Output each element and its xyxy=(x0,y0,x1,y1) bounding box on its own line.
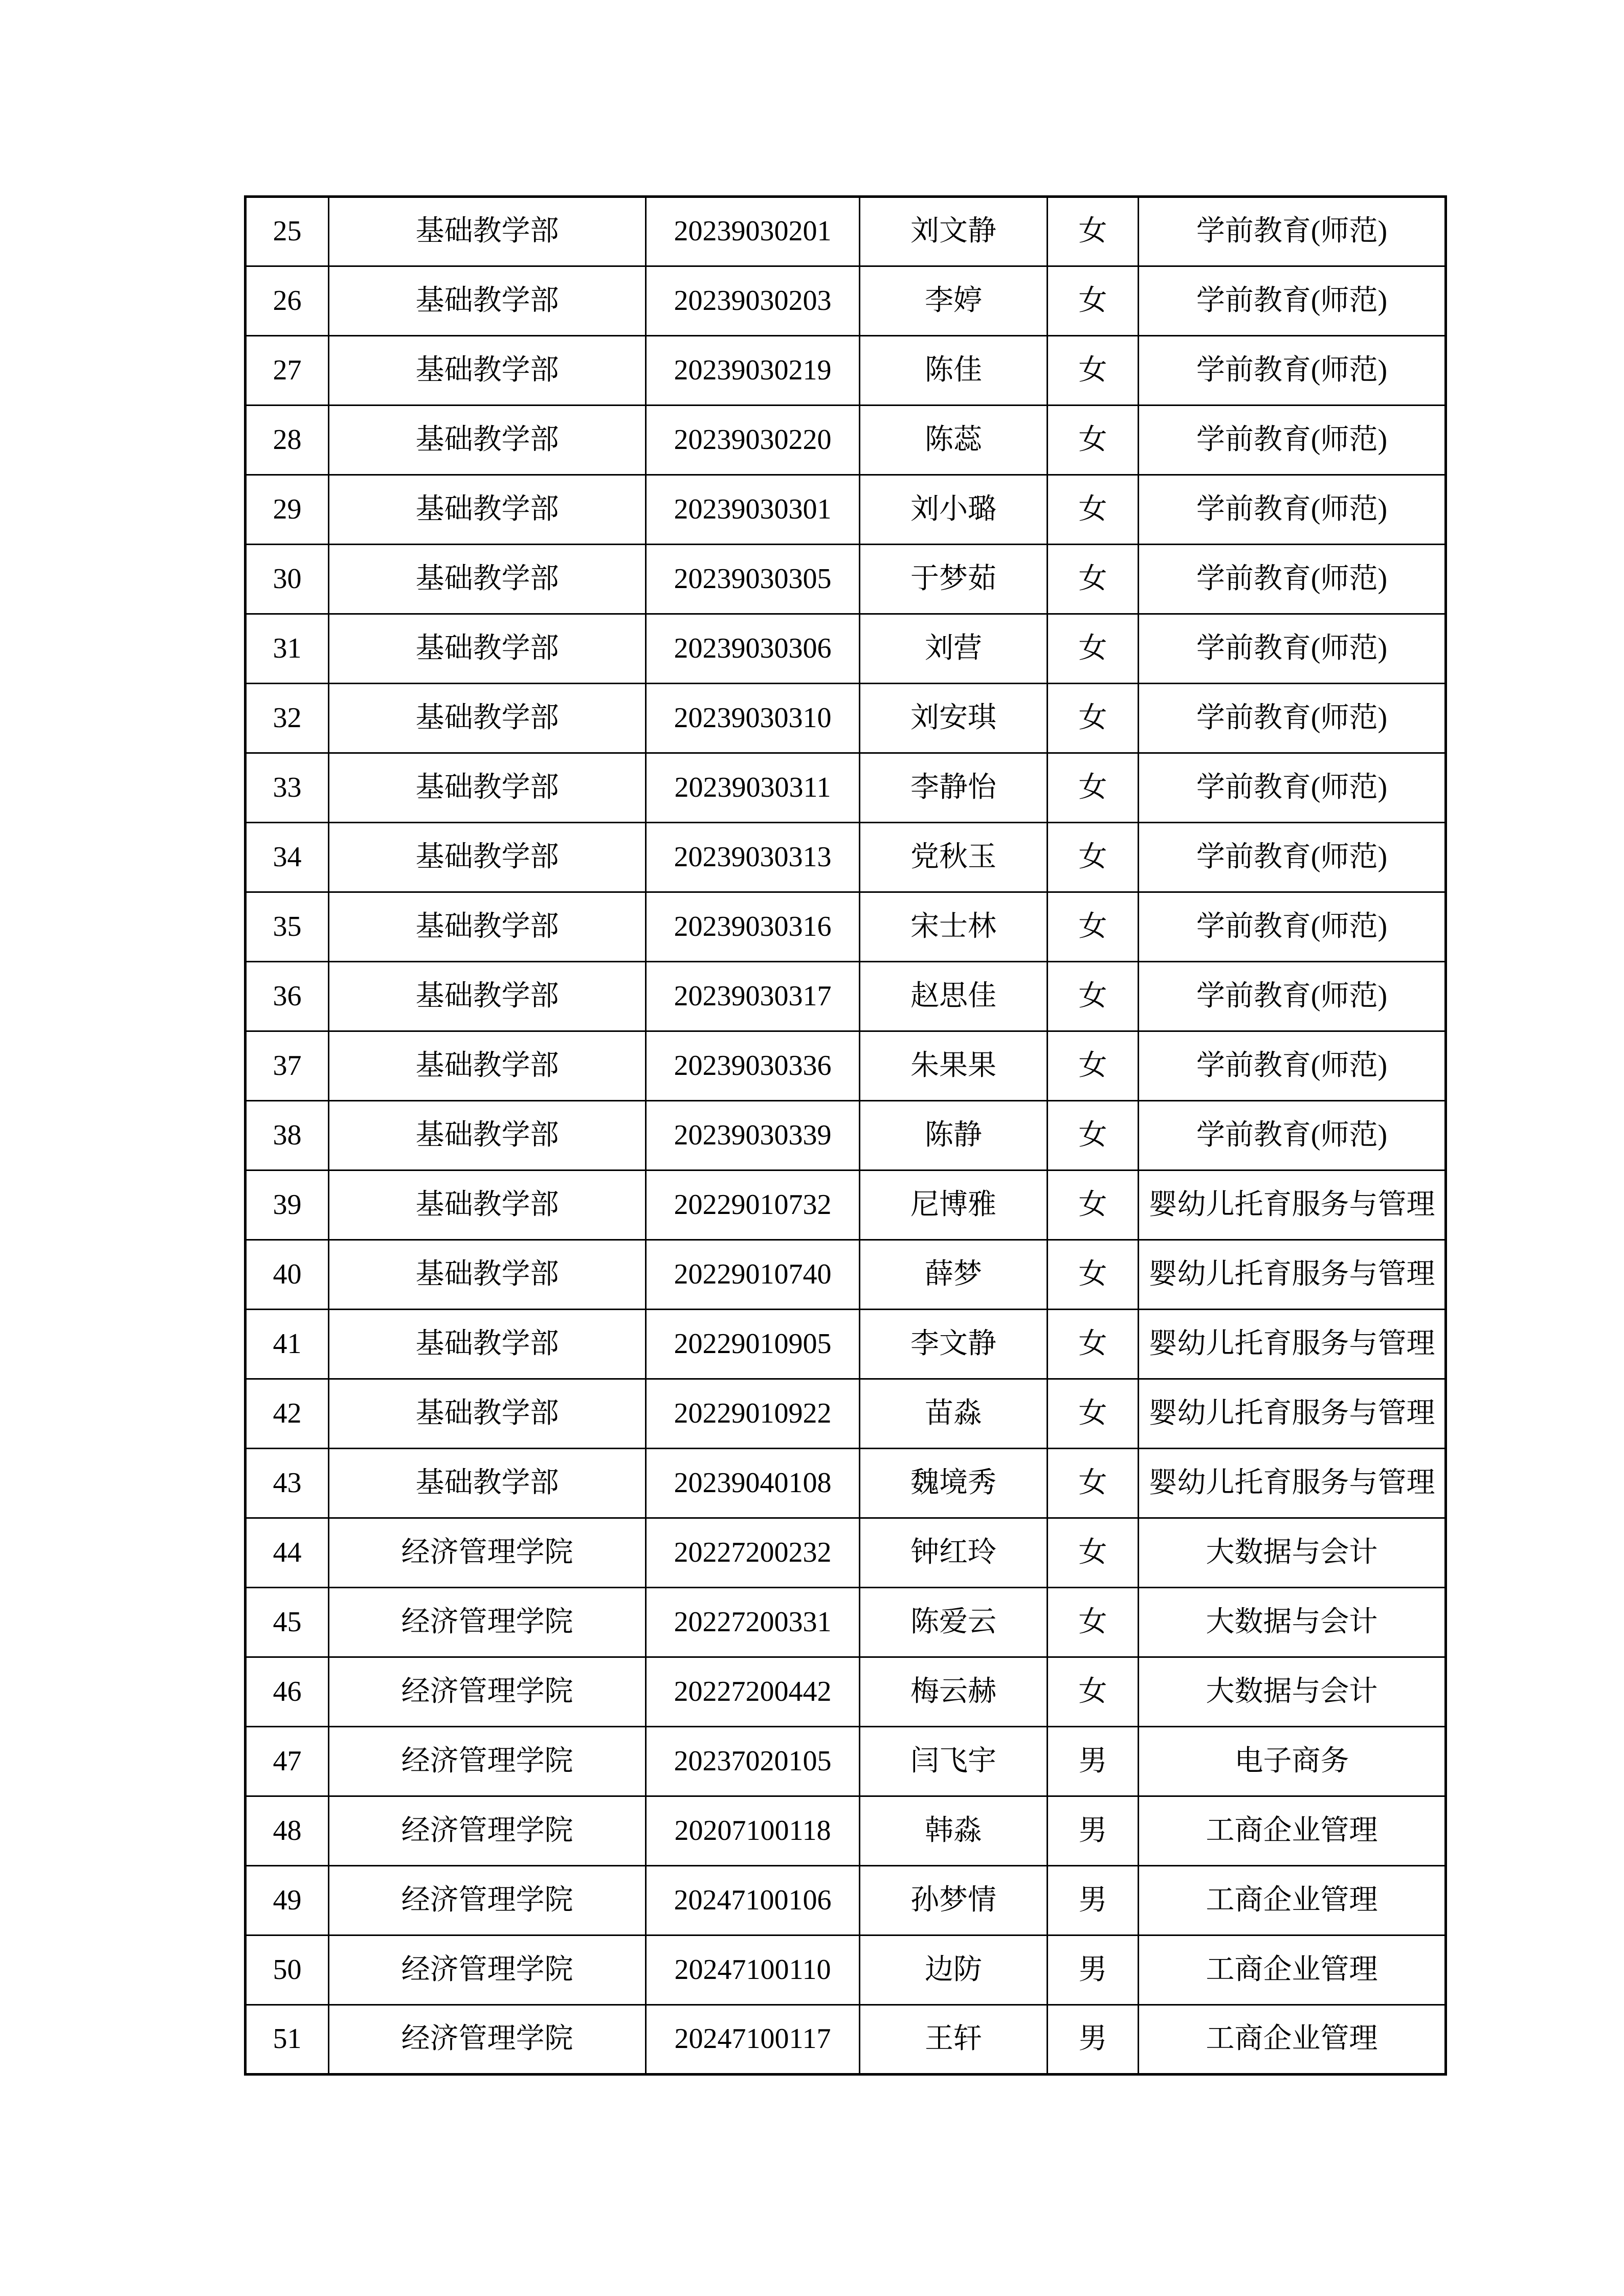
name-cell: 钟红玲 xyxy=(860,1518,1048,1588)
table-row xyxy=(246,266,1446,336)
name-cell: 朱果果 xyxy=(860,1031,1048,1101)
gender-cell: 女 xyxy=(1048,1518,1139,1588)
name-cell: 尼博雅 xyxy=(860,1170,1048,1240)
major-cell: 电子商务 xyxy=(1139,1727,1446,1796)
major-cell: 工商企业管理 xyxy=(1139,1796,1446,1866)
major-cell: 工商企业管理 xyxy=(1139,1935,1446,2005)
table-row xyxy=(246,2005,1446,2075)
department-cell: 经济管理学院 xyxy=(329,1588,646,1657)
table-row xyxy=(246,1310,1446,1379)
department-cell: 基础教学部 xyxy=(329,197,646,266)
student-id-cell: 20239030203 xyxy=(646,266,860,336)
department-cell: 基础教学部 xyxy=(329,892,646,962)
student-id-cell: 20239030306 xyxy=(646,614,860,684)
gender-cell: 男 xyxy=(1048,1866,1139,1935)
major-cell: 学前教育(师范) xyxy=(1139,197,1446,266)
student-id-cell: 20247100110 xyxy=(646,1935,860,2005)
row-number-cell: 28 xyxy=(246,406,329,475)
department-cell: 基础教学部 xyxy=(329,1240,646,1310)
row-number-cell: 31 xyxy=(246,614,329,684)
major-cell: 婴幼儿托育服务与管理 xyxy=(1139,1240,1446,1310)
department-cell: 基础教学部 xyxy=(329,406,646,475)
name-cell: 闫飞宇 xyxy=(860,1727,1048,1796)
name-cell: 魏境秀 xyxy=(860,1449,1048,1518)
name-cell: 刘文静 xyxy=(860,197,1048,266)
name-cell: 宋士林 xyxy=(860,892,1048,962)
table-row xyxy=(246,545,1446,614)
department-cell: 经济管理学院 xyxy=(329,1518,646,1588)
table-row xyxy=(246,1031,1446,1101)
roster-body xyxy=(246,197,1446,2075)
gender-cell: 女 xyxy=(1048,266,1139,336)
department-cell: 基础教学部 xyxy=(329,475,646,545)
gender-cell: 女 xyxy=(1048,1449,1139,1518)
table-row xyxy=(246,406,1446,475)
student-id-cell: 20239030316 xyxy=(646,892,860,962)
name-cell: 李文静 xyxy=(860,1310,1048,1379)
student-id-cell: 20229010740 xyxy=(646,1240,860,1310)
gender-cell: 男 xyxy=(1048,1727,1139,1796)
row-number-cell: 44 xyxy=(246,1518,329,1588)
name-cell: 梅云赫 xyxy=(860,1657,1048,1727)
student-id-cell: 20239030220 xyxy=(646,406,860,475)
row-number-cell: 45 xyxy=(246,1588,329,1657)
student-id-cell: 20227200232 xyxy=(646,1518,860,1588)
major-cell: 学前教育(师范) xyxy=(1139,266,1446,336)
major-cell: 大数据与会计 xyxy=(1139,1588,1446,1657)
department-cell: 基础教学部 xyxy=(329,545,646,614)
name-cell: 边防 xyxy=(860,1935,1048,2005)
major-cell: 学前教育(师范) xyxy=(1139,1031,1446,1101)
department-cell: 经济管理学院 xyxy=(329,2005,646,2075)
student-id-cell: 20239030219 xyxy=(646,336,860,406)
table-row xyxy=(246,1588,1446,1657)
name-cell: 韩淼 xyxy=(860,1796,1048,1866)
gender-cell: 女 xyxy=(1048,1031,1139,1101)
major-cell: 大数据与会计 xyxy=(1139,1657,1446,1727)
major-cell: 婴幼儿托育服务与管理 xyxy=(1139,1170,1446,1240)
department-cell: 基础教学部 xyxy=(329,614,646,684)
student-id-cell: 20237020105 xyxy=(646,1727,860,1796)
major-cell: 婴幼儿托育服务与管理 xyxy=(1139,1449,1446,1518)
student-id-cell: 20247100117 xyxy=(646,2005,860,2075)
major-cell: 婴幼儿托育服务与管理 xyxy=(1139,1310,1446,1379)
table-row xyxy=(246,1657,1446,1727)
row-number-cell: 39 xyxy=(246,1170,329,1240)
row-number-cell: 25 xyxy=(246,197,329,266)
table-row xyxy=(246,823,1446,892)
department-cell: 基础教学部 xyxy=(329,336,646,406)
row-number-cell: 50 xyxy=(246,1935,329,2005)
department-cell: 基础教学部 xyxy=(329,1170,646,1240)
name-cell: 王轩 xyxy=(860,2005,1048,2075)
name-cell: 刘安琪 xyxy=(860,684,1048,753)
name-cell: 苗淼 xyxy=(860,1379,1048,1449)
gender-cell: 女 xyxy=(1048,336,1139,406)
department-cell: 经济管理学院 xyxy=(329,1657,646,1727)
department-cell: 基础教学部 xyxy=(329,1449,646,1518)
department-cell: 经济管理学院 xyxy=(329,1727,646,1796)
student-id-cell: 20227200331 xyxy=(646,1588,860,1657)
row-number-cell: 34 xyxy=(246,823,329,892)
name-cell: 李静怡 xyxy=(860,753,1048,823)
gender-cell: 女 xyxy=(1048,1240,1139,1310)
department-cell: 基础教学部 xyxy=(329,823,646,892)
row-number-cell: 30 xyxy=(246,545,329,614)
major-cell: 学前教育(师范) xyxy=(1139,823,1446,892)
student-id-cell: 20239030339 xyxy=(646,1101,860,1170)
gender-cell: 女 xyxy=(1048,197,1139,266)
name-cell: 赵思佳 xyxy=(860,962,1048,1031)
major-cell: 学前教育(师范) xyxy=(1139,684,1446,753)
table-row xyxy=(246,684,1446,753)
name-cell: 于梦茹 xyxy=(860,545,1048,614)
student-id-cell: 20207100118 xyxy=(646,1796,860,1866)
row-number-cell: 43 xyxy=(246,1449,329,1518)
table-row xyxy=(246,1727,1446,1796)
gender-cell: 女 xyxy=(1048,614,1139,684)
gender-cell: 女 xyxy=(1048,475,1139,545)
row-number-cell: 32 xyxy=(246,684,329,753)
table-row xyxy=(246,1101,1446,1170)
gender-cell: 女 xyxy=(1048,1170,1139,1240)
gender-cell: 女 xyxy=(1048,545,1139,614)
gender-cell: 女 xyxy=(1048,406,1139,475)
row-number-cell: 29 xyxy=(246,475,329,545)
gender-cell: 女 xyxy=(1048,823,1139,892)
name-cell: 陈蕊 xyxy=(860,406,1048,475)
department-cell: 基础教学部 xyxy=(329,1310,646,1379)
major-cell: 学前教育(师范) xyxy=(1139,545,1446,614)
department-cell: 经济管理学院 xyxy=(329,1796,646,1866)
table-row xyxy=(246,1240,1446,1310)
gender-cell: 男 xyxy=(1048,1796,1139,1866)
table-row xyxy=(246,614,1446,684)
major-cell: 学前教育(师范) xyxy=(1139,614,1446,684)
gender-cell: 女 xyxy=(1048,1379,1139,1449)
major-cell: 学前教育(师范) xyxy=(1139,336,1446,406)
student-id-cell: 20239030311 xyxy=(646,753,860,823)
row-number-cell: 46 xyxy=(246,1657,329,1727)
student-id-cell: 20227200442 xyxy=(646,1657,860,1727)
department-cell: 基础教学部 xyxy=(329,266,646,336)
table-row xyxy=(246,1170,1446,1240)
major-cell: 工商企业管理 xyxy=(1139,1866,1446,1935)
student-id-cell: 20229010905 xyxy=(646,1310,860,1379)
department-cell: 经济管理学院 xyxy=(329,1866,646,1935)
row-number-cell: 42 xyxy=(246,1379,329,1449)
row-number-cell: 41 xyxy=(246,1310,329,1379)
table-row xyxy=(246,1935,1446,2005)
table-row xyxy=(246,475,1446,545)
department-cell: 基础教学部 xyxy=(329,962,646,1031)
row-number-cell: 27 xyxy=(246,336,329,406)
student-id-cell: 20239030336 xyxy=(646,1031,860,1101)
department-cell: 基础教学部 xyxy=(329,753,646,823)
major-cell: 学前教育(师范) xyxy=(1139,475,1446,545)
department-cell: 基础教学部 xyxy=(329,1101,646,1170)
table-row xyxy=(246,753,1446,823)
department-cell: 经济管理学院 xyxy=(329,1935,646,2005)
row-number-cell: 26 xyxy=(246,266,329,336)
department-cell: 基础教学部 xyxy=(329,1379,646,1449)
row-number-cell: 35 xyxy=(246,892,329,962)
student-id-cell: 20239030201 xyxy=(646,197,860,266)
name-cell: 刘营 xyxy=(860,614,1048,684)
major-cell: 学前教育(师范) xyxy=(1139,962,1446,1031)
department-cell: 基础教学部 xyxy=(329,1031,646,1101)
table-row xyxy=(246,1796,1446,1866)
student-id-cell: 20229010732 xyxy=(646,1170,860,1240)
gender-cell: 女 xyxy=(1048,1588,1139,1657)
student-id-cell: 20239030301 xyxy=(646,475,860,545)
major-cell: 学前教育(师范) xyxy=(1139,406,1446,475)
student-id-cell: 20229010922 xyxy=(646,1379,860,1449)
name-cell: 李婷 xyxy=(860,266,1048,336)
student-id-cell: 20247100106 xyxy=(646,1866,860,1935)
row-number-cell: 51 xyxy=(246,2005,329,2075)
major-cell: 大数据与会计 xyxy=(1139,1518,1446,1588)
table-row xyxy=(246,892,1446,962)
major-cell: 学前教育(师范) xyxy=(1139,892,1446,962)
row-number-cell: 37 xyxy=(246,1031,329,1101)
name-cell: 党秋玉 xyxy=(860,823,1048,892)
row-number-cell: 36 xyxy=(246,962,329,1031)
name-cell: 陈爱云 xyxy=(860,1588,1048,1657)
gender-cell: 女 xyxy=(1048,1310,1139,1379)
row-number-cell: 33 xyxy=(246,753,329,823)
student-id-cell: 20239030317 xyxy=(646,962,860,1031)
major-cell: 学前教育(师范) xyxy=(1139,753,1446,823)
student-id-cell: 20239040108 xyxy=(646,1449,860,1518)
student-id-cell: 20239030310 xyxy=(646,684,860,753)
gender-cell: 女 xyxy=(1048,1657,1139,1727)
gender-cell: 女 xyxy=(1048,1101,1139,1170)
student-roster-table xyxy=(244,195,1447,2076)
major-cell: 工商企业管理 xyxy=(1139,2005,1446,2075)
department-cell: 基础教学部 xyxy=(329,684,646,753)
table-row xyxy=(246,1379,1446,1449)
gender-cell: 女 xyxy=(1048,753,1139,823)
gender-cell: 女 xyxy=(1048,892,1139,962)
major-cell: 婴幼儿托育服务与管理 xyxy=(1139,1379,1446,1449)
row-number-cell: 49 xyxy=(246,1866,329,1935)
table-row xyxy=(246,197,1446,266)
gender-cell: 男 xyxy=(1048,2005,1139,2075)
row-number-cell: 38 xyxy=(246,1101,329,1170)
row-number-cell: 48 xyxy=(246,1796,329,1866)
table-row xyxy=(246,1518,1446,1588)
gender-cell: 女 xyxy=(1048,962,1139,1031)
row-number-cell: 47 xyxy=(246,1727,329,1796)
name-cell: 陈佳 xyxy=(860,336,1048,406)
student-id-cell: 20239030313 xyxy=(646,823,860,892)
table-row xyxy=(246,962,1446,1031)
gender-cell: 女 xyxy=(1048,684,1139,753)
name-cell: 薛梦 xyxy=(860,1240,1048,1310)
row-number-cell: 40 xyxy=(246,1240,329,1310)
table-row xyxy=(246,336,1446,406)
table-row xyxy=(246,1449,1446,1518)
name-cell: 孙梦情 xyxy=(860,1866,1048,1935)
name-cell: 陈静 xyxy=(860,1101,1048,1170)
major-cell: 学前教育(师范) xyxy=(1139,1101,1446,1170)
table-row xyxy=(246,1866,1446,1935)
student-id-cell: 20239030305 xyxy=(646,545,860,614)
name-cell: 刘小璐 xyxy=(860,475,1048,545)
gender-cell: 男 xyxy=(1048,1935,1139,2005)
